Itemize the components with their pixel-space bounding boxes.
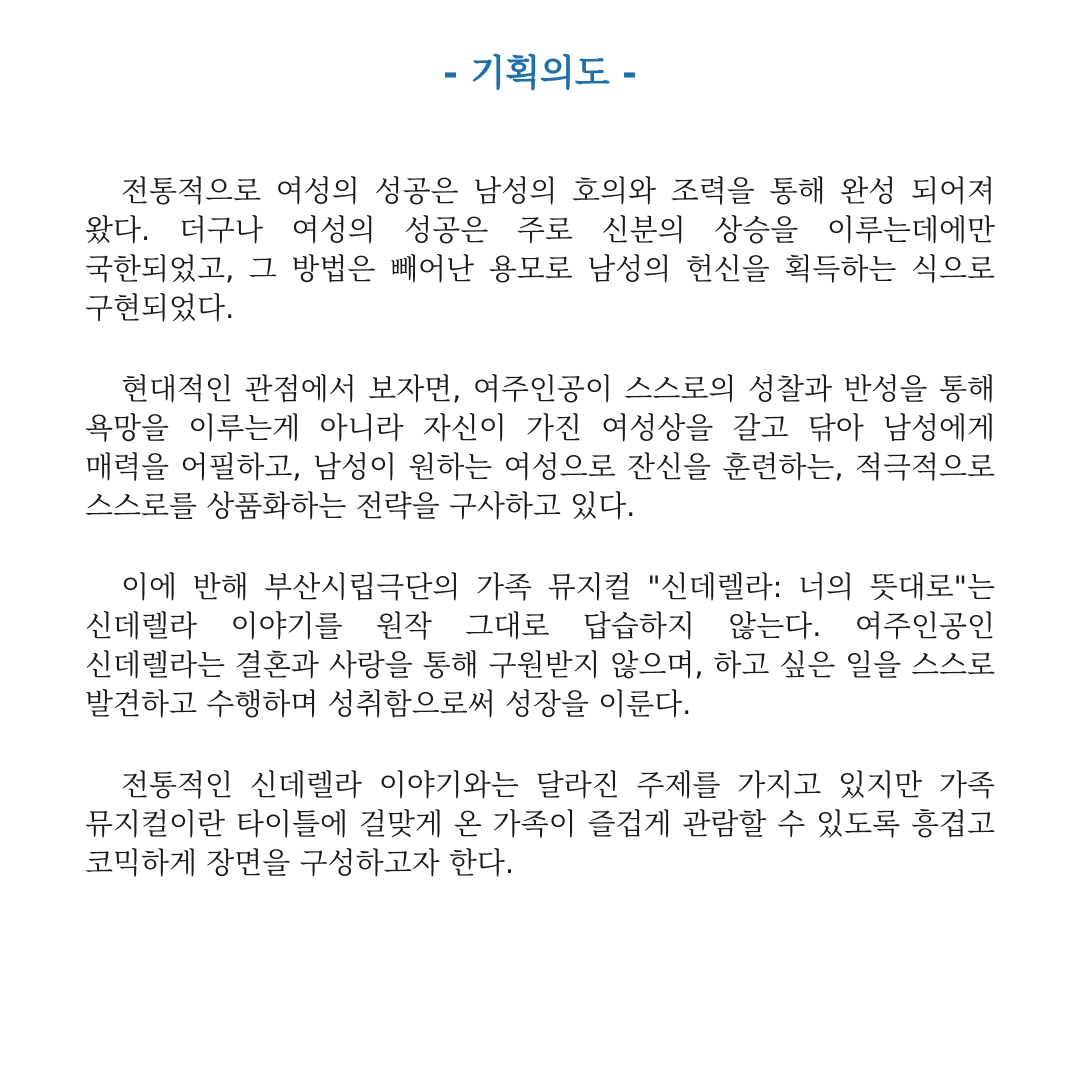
paragraph-2: 현대적인 관점에서 보자면, 여주인공이 스스로의 성찰과 반성을 통해 욕망을 이루는게 아니라 자신이 가진 여성상을 갈고 닦아 남성에게 매력을 어필하고, 남성이 원하는 여성으로 잔신을 훈련하는, 적극적으로 스스로를 상품화하는 전략을 구사하고 있다.: [85, 372, 995, 523]
paragraph-3: 이에 반해 부산시립극단의 가족 뮤지컬 "신데렐라: 너의 뜻대로"는 신데렐라 이야기를 원작 그대로 답습하지 않는다. 여주인공인 신데렐라는 결혼과 사랑을 통해 구원받지 않으며, 하고 싶은 일을 스스로 발견하고 수행하며 성취함으로써 성장을 이룬다.: [85, 570, 995, 721]
page-title: - 기획의도 -: [442, 53, 638, 94]
paragraph-1: 전통적으로 여성의 성공은 남성의 호의와 조력을 통해 완성 되어져 왔다. 더구나 여성의 성공은 주로 신분의 상승을 이루는데에만 국한되었고, 그 방법은 빼어난 용모로 남성의 헌신을 획득하는 식으로 구현되었다.: [85, 174, 995, 325]
document-body: [85, 172, 995, 883]
paragraph-4: 전통적인 신데렐라 이야기와는 달라진 주제를 가지고 있지만 가족 뮤지컬이란 타이틀에 걸맞게 온 가족이 즐겁게 관람할 수 있도록 흥겹고 코믹하게 장면을 구성하고자 한다.: [85, 768, 995, 880]
